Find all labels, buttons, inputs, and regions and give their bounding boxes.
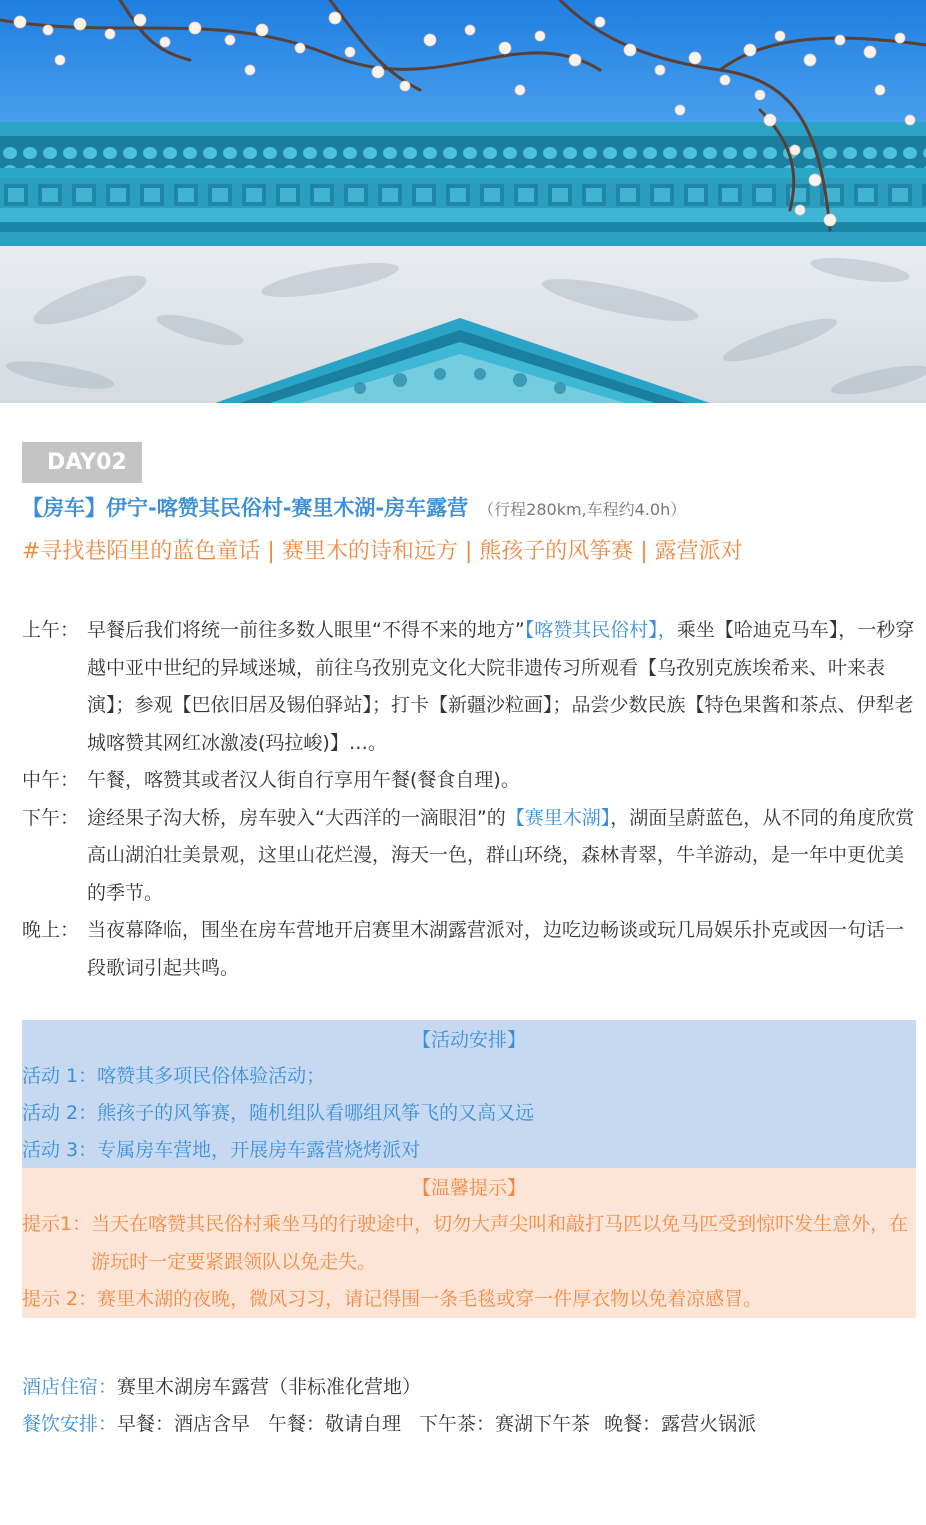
- meal-info: [22, 1409, 756, 1439]
- hotel-info: [22, 1372, 421, 1402]
- activity-heading: 【活动安排】: [411, 1029, 526, 1051]
- meal-tea: 下午茶：赛湖下午茶: [419, 1413, 591, 1435]
- route-title: [22, 493, 922, 525]
- schedule-text-evening: 当夜幕降临，围坐在房车营地开启赛里木湖露营派对，边吃边畅谈或玩几局娱乐扑克或因一句话一段歌词引起共鸣。: [87, 919, 905, 979]
- tip-label-1: 提示1：: [22, 1213, 92, 1235]
- meal-breakfast: 早餐：酒店含早: [117, 1413, 251, 1435]
- route-distance-note: （行程280km,车程约4.0h）: [478, 500, 687, 519]
- meal-lunch: 午餐：敬请自理: [268, 1413, 402, 1435]
- tip-text-1: 当天在喀赞其民俗村乘坐马的行驶途中，切勿大声尖叫和敲打马匹以免马匹受到惊吓发生意外，在游玩时一定要紧跟领队以免走失。: [91, 1213, 909, 1273]
- route-title-text: 【房车】伊宁-喀赞其民俗村-赛里木湖-房车露营: [22, 496, 469, 520]
- tips-box: [22, 1168, 916, 1318]
- meal-label: 餐饮安排：: [22, 1413, 118, 1435]
- schedule-text-noon: 午餐，喀赞其或者汉人街自行享用午餐(餐食自理)。: [87, 769, 520, 791]
- hotel-label: 酒店住宿：: [22, 1376, 118, 1398]
- activity-item: 活动 3：专属房车营地，开展房车露营烧烤派对: [22, 1139, 421, 1161]
- hero-photo: [0, 0, 926, 403]
- schedule-text-afternoon: [87, 800, 918, 913]
- schedule-evening: [22, 912, 918, 987]
- meal-dinner: 晚餐：露营火锅派: [604, 1413, 757, 1435]
- tip-item-1: [22, 1206, 916, 1281]
- route-tagline: #寻找巷陌里的蓝色童话 | 赛里木的诗和远方 | 熊孩子的风筝赛 | 露营派对: [22, 539, 743, 564]
- afternoon-highlight-sayram-lake: 【赛里木湖】: [505, 806, 611, 829]
- schedule-noon: [22, 762, 918, 800]
- activity-item: 活动 1：喀赞其多项民俗体验活动；: [22, 1065, 326, 1087]
- activity-item: 活动 2：熊孩子的风筝赛，随机组队看哪组风筝飞的又高又远: [22, 1102, 535, 1124]
- hero-illustration: [0, 0, 926, 403]
- schedule-afternoon: [22, 800, 918, 913]
- tip-item-2: 提示 2：赛里木湖的夜晚，微风习习，请记得围一条毛毯或穿一件厚衣物以免着凉感冒。: [22, 1288, 763, 1310]
- schedule-label-afternoon: 下午：: [22, 806, 80, 829]
- morning-text-part1: 早餐后我们将统一前往多数人眼里“不得不来的地方”: [87, 619, 525, 641]
- tips-heading: 【温馨提示】: [411, 1177, 526, 1199]
- morning-highlight-kazanqi: 【喀赞其民俗村】，: [524, 619, 677, 641]
- schedule-morning: [22, 612, 918, 762]
- schedule-label-noon: 中午：: [22, 769, 80, 791]
- afternoon-text-part1: 途经果子沟大桥，房车驶入“大西洋的一滴眼泪”的: [87, 806, 506, 829]
- schedule-label-evening: 晚上：: [22, 919, 80, 941]
- day-schedule: [22, 612, 918, 987]
- day-badge: DAY02: [22, 442, 142, 483]
- schedule-label-morning: 上午：: [22, 619, 80, 641]
- hotel-value: 赛里木湖房车露营（非标准化营地）: [117, 1376, 422, 1398]
- morning-text-part2: 乘坐【哈迪克马车】，一秒穿越中亚中世纪的异域迷城，前往乌孜别克文化大院非遗传习所观看【乌孜别克族埃希来、叶来表演】；参观【巴依旧居及锡伯驿站】；打卡【新疆沙粒画】；品尝少数民族【特色果酱和茶点、伊犁老城喀赞其网红冰激凌(玛拉峻)】…。: [87, 619, 915, 754]
- schedule-text-morning: [87, 612, 918, 762]
- afternoon-text-part2: ，湖面呈蔚蓝色，从不同的角度欣赏高山湖泊壮美景观，这里山花烂漫，海天一色，群山环绕，森林青翠，牛羊游动，是一年中更优美的季节。: [87, 806, 915, 904]
- activity-box: [22, 1020, 916, 1168]
